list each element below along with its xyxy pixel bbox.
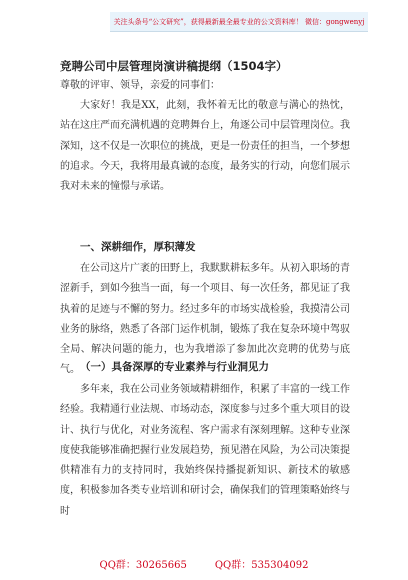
paragraph-section-1: 在公司这片广袤的田野上，我默默耕耘多年。从初入职场的青涩新手，到如今独当一面，每一个项目、每一次任务，都见证了我执着的足迹与不懈的努力。经过多年的市场实战检验，我摸清公司业务的脉络，熟悉了各部门运作机制，锻炼了我在复杂环境中驾驭全局、解决问题的能力，也为我增添了参加此次竞聘的优势与底气。 (60, 263, 350, 376)
greeting: 尊敬的评审、领导，亲爱的同事们： (60, 80, 220, 91)
paragraph-intro: 大家好！我是XX，此刻，我怀着无比的敬意与满心的热忱，站在这庄严而充满机遇的竞聘舞台上，角逐公司中层管理岗位。我深知，这不仅是一次职位的挑战，更是一份责任的担当，一个梦想的追求。今天，我将用最真诚的态度，最务实的行动，向您们展示我对未来的憧憬与承诺。 (60, 100, 350, 193)
subsection-heading-1: （一）具备深厚的专业素养与行业洞见力 (80, 361, 269, 373)
footer (0, 556, 408, 571)
footer-qq-group-1: QQ群：30265665 (99, 560, 187, 571)
header-banner-text: 关注头条号“公文研究”，获得最新最全最专业的公文资料库！ 微信：gongwenyj (113, 17, 365, 26)
footer-qq-group-2: QQ群：535304092 (214, 560, 309, 571)
section-heading-1: 一、深耕细作，厚积薄发 (80, 241, 196, 253)
header-banner (110, 12, 368, 32)
paragraph-subsection-1: 多年来，我在公司业务领域精耕细作，积累了丰富的一线工作经验。我精通行业法规、市场动态，深度参与过多个重大项目的设计、执行与优化，对业务流程、客户需求有深刻理解。这种专业深度使我能够准确把握行业发展趋势，预见潜在风险，为公司决策提供精准有力的支持同时，我始终保持播捉新知识、新技术的敏感度，积极参加各类专业培训和研讨会，确保我们的管理策略始终与时 (60, 384, 350, 517)
document-title: 竞聘公司中层管理岗演讲稿提纲（1504字） (60, 59, 288, 73)
